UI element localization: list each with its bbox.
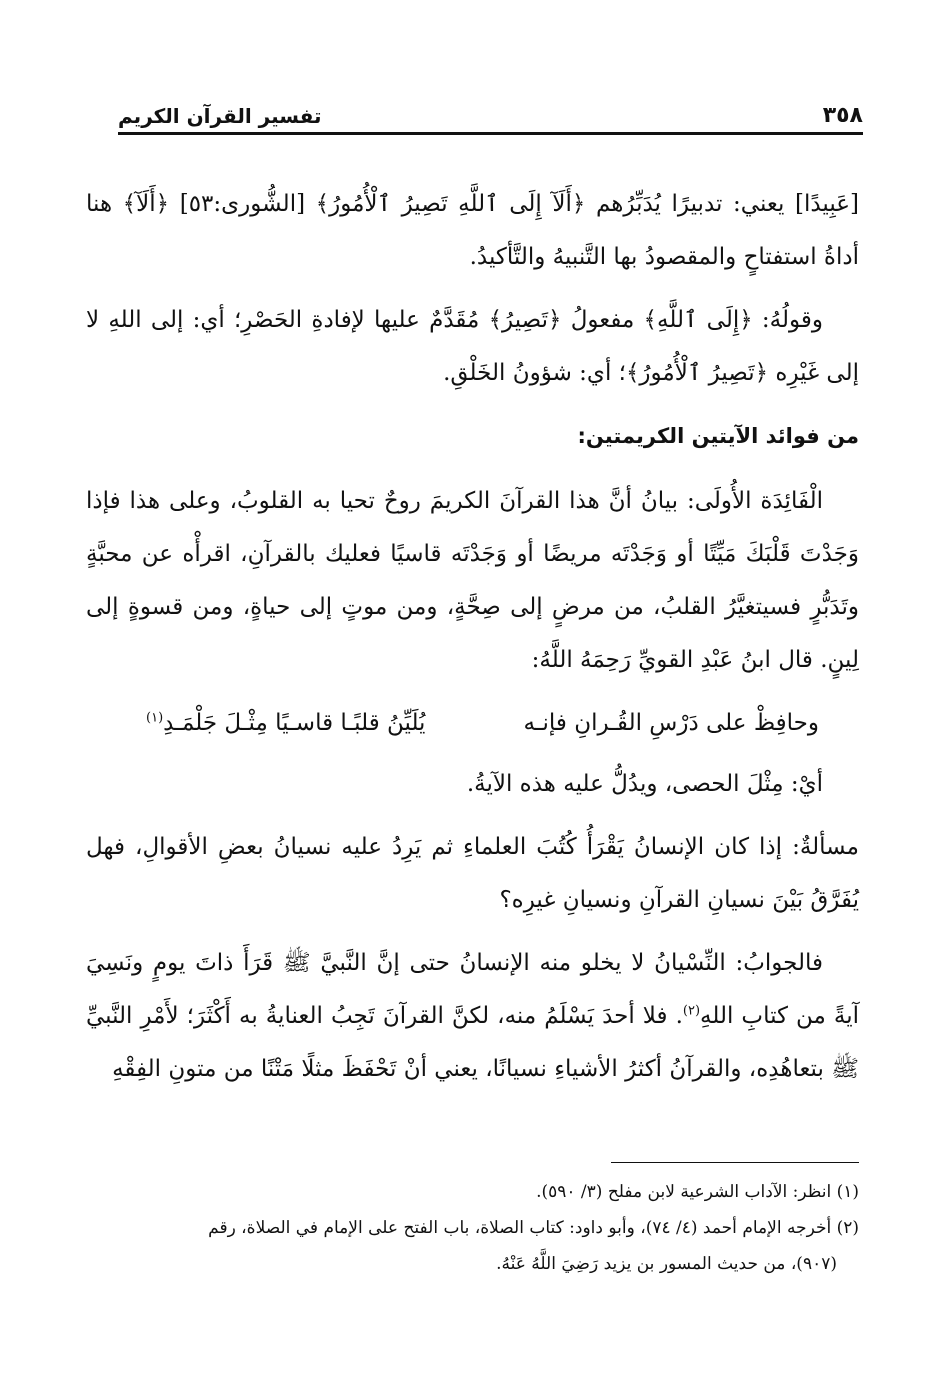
verse-second-hemistich: يُلَيِّنُ قلبًـا قاسـيًا مِثْـلَ جَلْمَـدِ bbox=[163, 710, 426, 736]
footnote-ref-2[interactable]: (٢) bbox=[682, 1003, 701, 1019]
running-header bbox=[118, 96, 863, 135]
page-number: ٣٥٨ bbox=[822, 103, 863, 128]
footnote-2: (٢) أخرجه الإمام أحمد (٤/ ٧٤)، وأبو داود: كتاب الصلاة، باب الفتح على الإمام في الصلاة، رقم bbox=[208, 1218, 859, 1238]
paragraph-6-part-b: . فلا أحدَ يَسْلَمُ منه، لكنَّ القرآنَ تَجِبُ العنايةُ به أَكْثَرَ؛ لأَمْرِ النَّبيِّ ﷺ بتعاهُدِه، والقرآنُ أكثرُ الأشياءِ نسيانًا، يعني أنْ تَحْفَظَ مثلًا مَتْنًا من متونِ الفِقْهِ bbox=[86, 1003, 859, 1082]
footnote-1: (١) انظر: الآداب الشرعية لابن مفلح (٣/ ٥٩٠). bbox=[536, 1182, 859, 1202]
paragraph-3: الْفَائِدَة الأُولَى: بيانُ أنَّ هذا القرآنَ الكريمَ روحٌ تحيا به القلوبُ، وعلى هذا فإذا وَجَدْتَ قَلْبَكَ مَيِّتًا أو وَجَدْتَه مريضًا أو وَجَدْتَه قاسيًا فعليك بالقرآنِ، اقرأْه عن محبَّةٍ وتَدَبُّرٍ فسيتغيَّرُ القلبُ، من مرضٍ إلى صِحَّةٍ، ومن موتٍ إلى حياةٍ، ومن قسوةٍ إلى لِينٍ. قال ابنُ عَبْدِ القويِّ رَحِمَهُ اللَّهُ: bbox=[86, 488, 859, 673]
footnote-2-continued: (٩٠٧)، من حديث المسور بن يزيد رَضِيَ اللَّهُ عَنْهُ. bbox=[496, 1254, 837, 1274]
footnote-ref-1[interactable]: (١) bbox=[146, 710, 164, 726]
paragraph-6 bbox=[86, 937, 859, 1096]
book-title: تفسير القرآن الكريم bbox=[118, 104, 322, 128]
paragraph-5: مسألةٌ: إذا كان الإنسانُ يَقْرَأُ كُتُبَ العلماءِ ثم يَرِدُ عليه نسيانُ بعضِ الأقوالِ، فهل يُفَرَّقُ بَيْنَ نسيانِ القرآنِ ونسيانِ غيرِه؟ bbox=[86, 834, 859, 913]
section-heading: من فوائد الآيتين الكريمتين: bbox=[577, 424, 859, 448]
paragraph-4: أيْ: مِثْلَ الحصى، ويدُلُّ عليه هذه الآيةُ. bbox=[466, 771, 823, 797]
verse-second-hemistich-wrap bbox=[146, 697, 425, 750]
paragraph-1: [عَبِيدًا] يعني: تدبيرًا يُدَبِّرُهم ﴿أَلَآ إِلَى ٱللَّهِ تَصِيرُ ٱلْأُمُورُ﴾ [الشُّورى:٥٣] ﴿أَلَآ﴾ هنا أداةُ استفتاحٍ والمقصودُ بها التَّنبيهُ والتَّأكيدُ. bbox=[86, 191, 859, 270]
paragraph-6-part-a: فالجوابُ: النِّسْيانُ لا يخلو منه الإنسانُ حتى إنَّ النَّبيَّ ﷺ قَرَأَ ذاتَ يومٍ ونَسِيَ آيةً من كتابِ اللهِ bbox=[86, 950, 859, 1029]
verse-first-hemistich: وحافِظْ على دَرْسِ القُـرانِ فإنـه bbox=[523, 710, 819, 736]
main-text bbox=[86, 178, 859, 1106]
footnotes bbox=[86, 1174, 859, 1282]
poetry-verse bbox=[86, 697, 859, 750]
paragraph-2: وقولُهُ: ﴿إِلَى ٱللَّهِ﴾ مفعولُ ﴿تَصِيرُ﴾ مُقَدَّمٌ عليها لإفادةِ الحَصْرِ؛ أي: إلى اللهِ لا إلى غَيْرِه ﴿تَصِيرُ ٱلْأُمُورُ﴾؛ أي: شؤونُ الخَلْقِ. bbox=[86, 307, 859, 386]
footnote-divider bbox=[611, 1162, 859, 1163]
